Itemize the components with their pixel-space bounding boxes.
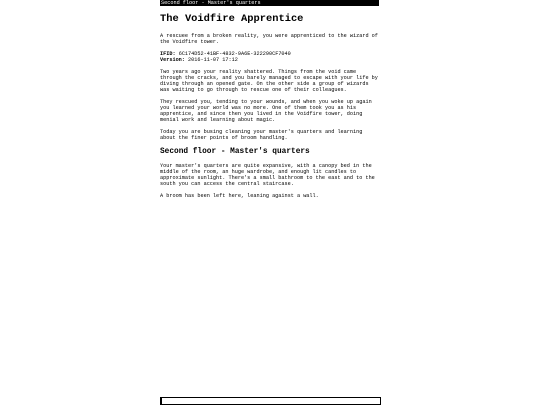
version-label: Version: — [160, 57, 185, 63]
intro-text: A rescuee from a broken reality, you were apprenticed to the wizard of the Voidfire tower. — [160, 33, 378, 45]
game-metadata — [160, 51, 378, 63]
status-location: Second floor - Master's quarters — [161, 0, 261, 6]
story-window — [160, 12, 378, 205]
room-heading: Second floor - Master's quarters — [160, 148, 310, 156]
status-bar — [160, 0, 379, 6]
input-cursor — [160, 397, 162, 405]
ifid-label: IFID: — [160, 51, 176, 57]
story-paragraph: They rescued you, tending to your wounds, and when you woke up again you learned your world was no more. One of them took you as his apprentice, and since then you lived in the Voidfire tower, doing menial work and learning about magic. — [160, 99, 372, 123]
version-line — [160, 57, 378, 63]
command-input[interactable] — [160, 397, 381, 405]
game-title: The Voidfire Apprentice — [160, 13, 304, 25]
version-value: 2016-11-07 17:12 — [188, 57, 238, 63]
story-paragraph: Today you are busing cleaning your master's quarters and learning about the finer points of broom handling. — [160, 129, 363, 141]
room-description: Your master's quarters are quite expansive, with a canopy bed in the middle of the room, an huge wardrobe, and enough lit candles to approximate sunlight. There's a small bathroom to the east and to the south you can access the central staircase. — [160, 163, 375, 187]
story-paragraph: Two years ago your reality shattered. Things from the void came through the cracks, and you barely managed to escape with your life by diving through an opened gate. On the other side a group of wizards was waiting to go through to rescue one of their colleagues. — [160, 69, 378, 93]
ifid-value: 6C174D52-41BF-4832-9A6E-322290CF7040 — [178, 51, 291, 57]
item-note: A broom has been left here, leaning against a wall. — [160, 193, 319, 199]
